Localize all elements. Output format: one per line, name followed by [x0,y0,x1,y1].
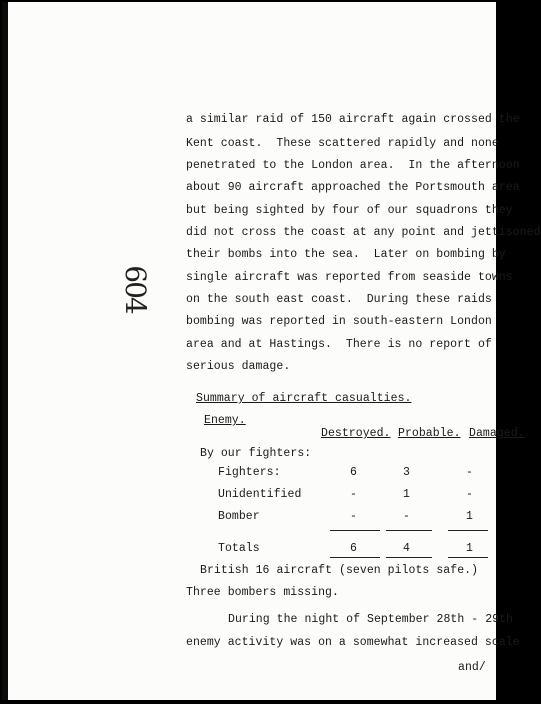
column-header-damaged: Damaged. [469,427,525,440]
totals-underline-damaged [448,557,488,558]
document-page [2,2,541,700]
cell-destroyed: - [350,510,357,523]
body-line: During the night of September 28th - 29th [228,613,513,626]
body-line: area and at Hastings. There is no report of [186,338,492,351]
body-line: serious damage. [186,360,291,373]
totals-label: Totals [218,542,260,555]
totals-rule-damaged [448,530,488,531]
handwritten-folio-number: 604 [119,265,152,313]
body-line: single aircraft was reported from seaside towns [186,271,513,284]
totals-rule-destroyed [330,530,380,531]
cell-destroyed: - [350,488,357,501]
by-our-fighters-label: By our fighters: [200,447,312,460]
summary-heading: Summary of aircraft casualties. [196,392,412,405]
body-line: Kent coast. These scattered rapidly and none [186,137,499,150]
body-line: but being sighted by four of our squadrons they [186,204,513,217]
row-label: Unidentified [218,488,302,501]
body-line: about 90 aircraft approached the Portsmouth area [186,181,520,194]
body-line: bombing was reported in south-eastern London [186,315,492,328]
body-line: their bombs into the sea. Later on bombing by [186,248,506,261]
body-line: penetrated to the London area. In the afternoon [186,159,520,172]
cell-damaged: 1 [466,510,473,523]
column-header-destroyed: Destroyed. [321,427,391,440]
column-header-probable: Probable. [398,427,461,440]
cell-damaged: - [466,488,473,501]
cell-destroyed: 6 [350,466,357,479]
body-line: on the south east coast. During these raids [186,293,492,306]
body-line: enemy activity was on a somewhat increased scale [186,636,520,649]
totals-underline-destroyed [330,557,380,558]
totals-rule-probable [386,530,432,531]
row-label: Bomber [218,510,260,523]
cell-probable: - [403,510,410,523]
enemy-label: Enemy. [204,414,246,427]
cell-damaged: - [466,466,473,479]
cell-probable: 3 [403,466,410,479]
row-label: Fighters: [218,466,281,479]
total-damaged: 1 [466,542,473,555]
cell-probable: 1 [403,488,410,501]
catchword: and/ [458,661,486,674]
totals-underline-probable [386,557,432,558]
bombers-missing-line: Three bombers missing. [186,586,339,599]
total-destroyed: 6 [350,542,357,555]
total-probable: 4 [403,542,410,555]
page-edge-border [2,2,8,700]
british-losses-line: British 16 aircraft (seven pilots safe.) [200,564,479,577]
body-line: a similar raid of 150 aircraft again crossed the [186,113,520,126]
body-line: did not cross the coast at any point and jettisoned [186,226,541,239]
